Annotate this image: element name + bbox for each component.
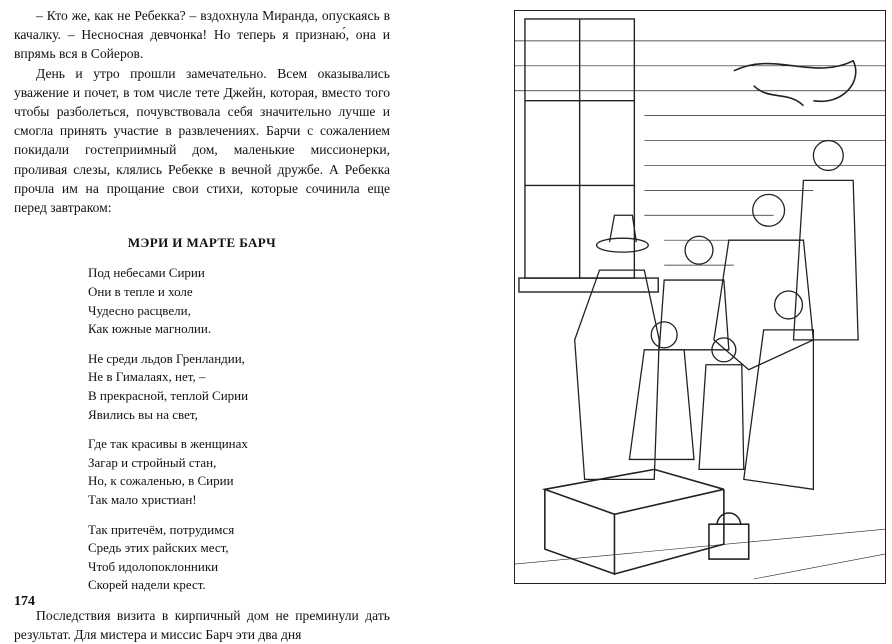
iron-sign-bracket: [734, 61, 856, 106]
poem-line: Под небесами Сирии: [88, 265, 205, 281]
poem-line: Чтоб идолопоклонники: [88, 558, 219, 574]
page-number: 174: [14, 594, 35, 609]
poem-line: Загар и стройный стан,: [88, 454, 217, 470]
poem-line: Так мало христиан!: [88, 491, 197, 507]
poem-stanza-1: [88, 264, 390, 338]
poem-line: Где так красивы в женщинах: [88, 436, 248, 452]
poem-line: Чудесно расцвели,: [88, 302, 191, 318]
paragraph-1: – Кто же, как не Ребекка? – вздохнула Миранда, опускаясь в качалку. – Несносная девчонка! Но теперь я признаю́, она и впрямь вся в Сойеров.: [14, 8, 390, 62]
poem-line: Они в тепле и холе: [88, 284, 193, 300]
poem-line: Как южные магнолии.: [88, 321, 212, 337]
poem-stanza-4: [88, 521, 390, 595]
poem-line: Средь этих райских мест,: [88, 540, 229, 556]
poem-title: МЭРИ И МАРТЕ БАРЧ: [127, 235, 277, 251]
brick-wall: [515, 41, 885, 265]
poem-line: Скорей надели крест.: [88, 577, 206, 593]
poem-line: Не в Гималаях, нет, –: [88, 369, 206, 385]
ground: [515, 529, 885, 579]
closing-paragraph: Последствия визита в кирпичный дом не преминули дать результат. Для мистера и миссис Барч эти два дня: [14, 607, 390, 643]
figures: [575, 141, 858, 490]
poem-line: Не среди льдов Гренландии,: [88, 350, 245, 366]
poem-line: Но, к сожаленью, в Сирии: [88, 473, 234, 489]
illustration-drawing: [515, 11, 885, 583]
poem-line: Явились вы на свет,: [88, 406, 198, 422]
poem-stanza-3: [88, 435, 390, 509]
left-page: [14, 6, 390, 644]
poem-stanza-2: [88, 350, 390, 424]
poem-line: Так притечём, потрудимся: [88, 521, 235, 537]
farewell-scene-illustration: [514, 10, 886, 584]
paragraph-2: День и утро прошли замечательно. Всем оказывались уважение и почет, в том числе тете Джейн, которая, вместо того чтобы разболеться, почувствовала себя значительно лучше и смогла принять участие в развлечениях. Барчи с сожалением покидали гостеприимный дом, маленькие миссионерки, проливая слезы, клялись Ребекке в вечной дружбе. А Ребекка прочла им на прощание свои стихи, которые сочинила еще перед завтраком:: [14, 65, 390, 216]
poem-line: В прекрасной, теплой Сирии: [88, 388, 249, 403]
